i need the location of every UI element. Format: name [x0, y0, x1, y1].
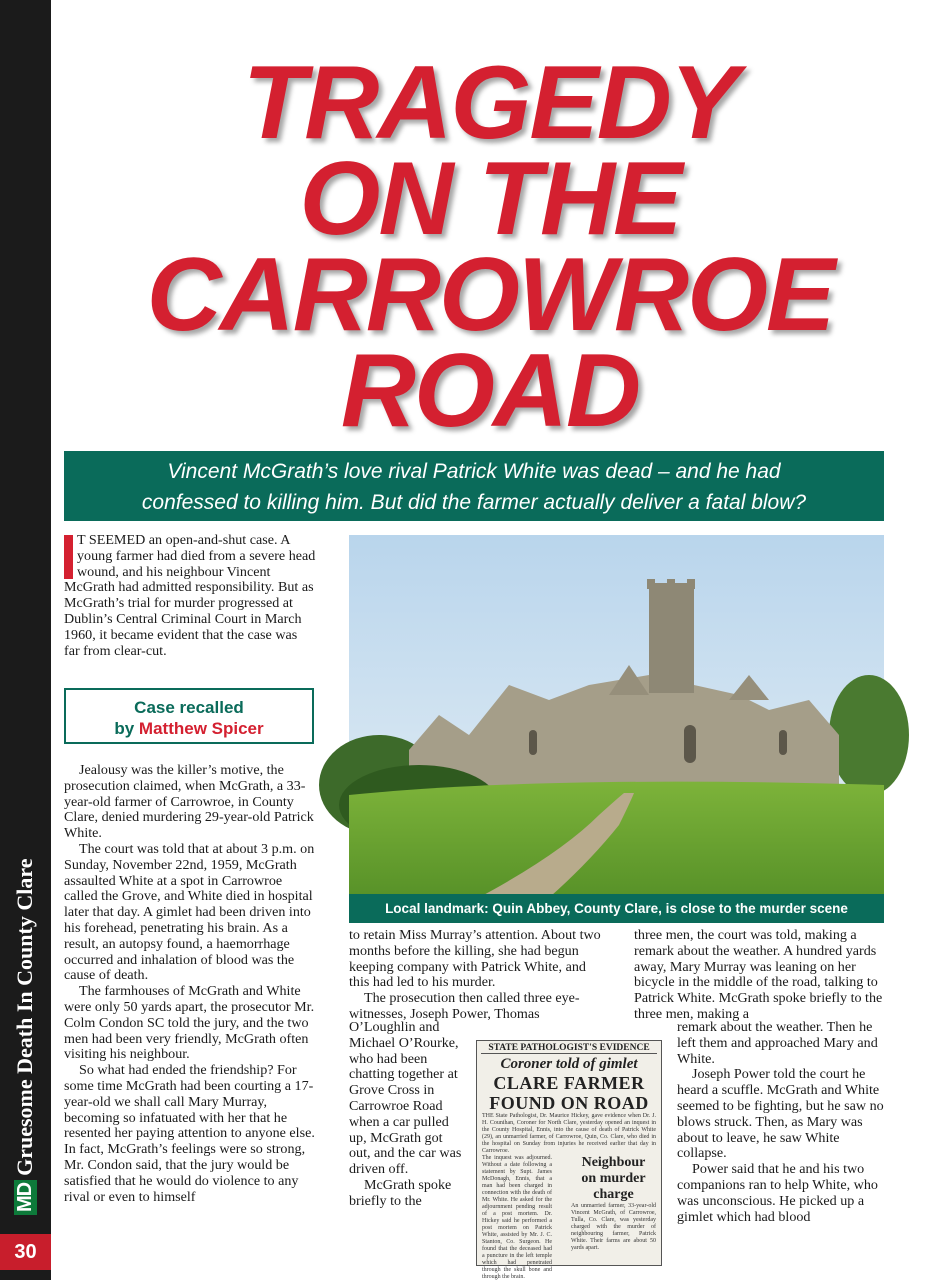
paragraph: The farmhouses of McGrath and White were only 50 yards apart, the prosecutor Mr. Colm Condon SC told the jury, and the two men had been very friendly, McGrath often visiting his neighbour. — [64, 983, 315, 1063]
paragraph: O’Loughlin and Michael O’Rourke, who had been chatting together at Grove Cross in Carrowroe Road when a car pulled up, McGrath got out, and the car was driven off. — [349, 1019, 462, 1178]
clipping-box-body: An unmarried farmer, 33-year-old Vincent McGrath, of Carrowroe, Tulla, Co. Clare, was yesterday charged with the murder of neighbouring farmer, Patrick White. Their farms are about 50 yards apart. — [571, 1203, 656, 1251]
paragraph: So what had ended the friendship? For some time McGrath had been courting a 17-year-old we shall call Mary Murray, becoming so infatuated with her that he resented her paying attention to anyone else. In fact, McGrath’s feelings were so strong, Mr. Condon said, that the jury would be satisfied that he would do violence to any rival or even to himself — [64, 1062, 315, 1205]
column-3-narrow — [677, 1020, 884, 1225]
clipping-box — [566, 1155, 661, 1252]
side-bar — [0, 0, 51, 1280]
page-number: 30 — [0, 1234, 51, 1270]
headline-line: ON THE — [299, 141, 681, 257]
column-2-top — [349, 928, 604, 1023]
column-1 — [64, 763, 316, 1205]
column-2-narrow — [349, 1020, 467, 1210]
standfirst-line: confessed to killing him. But did the farmer actually deliver a fatal blow? — [141, 491, 807, 514]
headline — [60, 45, 920, 449]
standfirst — [64, 451, 884, 521]
byline-title: Case recalled — [134, 698, 244, 717]
clipping-box-title: Neighbour — [581, 1155, 646, 1170]
clipping-header: STATE PATHOLOGIST'S EVIDENCE — [481, 1043, 657, 1054]
column-3-top — [634, 928, 884, 1023]
paragraph: to retain Miss Murray’s attention. About two months before the killing, she had begun keeping company with Patrick White, and this had led to his murder. — [349, 927, 601, 991]
drop-cap — [64, 535, 73, 579]
paragraph: The prosecution then called three eye-witnesses, Joseph Power, Thomas — [349, 990, 580, 1022]
md-logo: MD — [14, 1180, 37, 1215]
paragraph: McGrath spoke briefly to the — [349, 1176, 452, 1209]
byline-author: Matthew Spicer — [138, 719, 264, 738]
headline-line: CARROWROE — [146, 237, 834, 353]
standfirst-line: Vincent McGrath’s love rival Patrick White was dead – and he had — [167, 460, 781, 483]
clipping-box-title: charge — [593, 1187, 634, 1202]
abbey-photo — [349, 535, 884, 923]
paragraph: three men, the court was told, making a remark about the weather. A hundred yards away, Mary Murray was leaning on her bicycle in the middle of the road, talking to Patrick White. McGrath spoke briefly to the three men, making a — [634, 927, 883, 1022]
clipping-body-2: The inquest was adjourned. Without a date following a statement by Supt. James McDonagh, Ennis, that a man had been charged in connection with the death of Mr. White. He asked for the adjournment pending result of a post mortem. Dr. Hickey said he performed a post mortem on Patrick White, assisted by Mr. J. C. Stanton, Co. Surgeon. He found that the deceased had a puncture in the left temple which had penetrated through the skull bone and through the brain. — [482, 1155, 552, 1280]
paragraph: remark about the weather. Then he left them and approached Mary and White. — [677, 1019, 878, 1067]
section-title — [8, 775, 42, 1215]
headline-line: ROAD — [340, 333, 640, 449]
photo-caption: Local landmark: Quin Abbey, County Clare, is close to the murder scene — [349, 894, 884, 923]
abbey-illustration — [349, 535, 884, 923]
clipping-subhead: FOUND ON ROAD — [489, 1093, 649, 1113]
newspaper-clipping — [476, 1040, 662, 1280]
paragraph: The court was told that at about 3 p.m. on Sunday, November 22nd, 1959, McGrath assaulted White at a spot in Carrowroe called the Grove, and White died in hospital later that day. A gimlet had been driven into his forehead, penetrating his brain. As a result, an autopsy found, a haemorrhage occurred and inhalation of blood was the cause of death. — [64, 840, 315, 984]
intro-paragraph — [64, 533, 316, 659]
clipping-box-title: on murder — [581, 1171, 646, 1186]
clipping-headline: Coroner told of gimlet — [500, 1056, 638, 1072]
clipping-subhead: CLARE FARMER — [493, 1073, 645, 1093]
paragraph: Jealousy was the killer’s motive, the prosecution claimed, when McGrath, a 33-year-old farmer of Carrowroe, in County Clare, denied murdering 29-year-old Patrick White. — [64, 762, 314, 842]
section-label: Gruesome Death In County Clare — [12, 858, 37, 1176]
byline-by: by — [114, 719, 139, 738]
headline-line: TRAGEDY — [242, 45, 738, 161]
intro-text: T SEEMED an open-and-shut case. A young farmer had died from a severe head wound, and his neighbour Vincent McGrath had admitted responsibility. But as McGrath’s trial for murder progressed at Dublin’s Central Criminal Court in March 1960, it became evident that the case was far from clear-cut. — [64, 532, 316, 659]
paragraph: Power said that he and his two companions ran to help White, who was unconscious. He picked up a gimlet which had blood — [677, 1161, 878, 1225]
byline-box — [64, 688, 314, 744]
paragraph: Joseph Power told the court he heard a scuffle. McGrath and White seemed to be fighting, but he saw no blows struck. Then, as Mary was about to leave, he saw White collapse. — [677, 1066, 884, 1162]
clipping-body: THE State Pathologist, Dr. Maurice Hickey, gave evidence when Dr. J. H. Counihan, Coroner for North Clare, yesterday opened an inquest in the County Hospital, Ennis, into the cause of death of Patrick White (29), an unmarried farmer, of Carrowroe, Quin, Co. Clare, who died in the hospital on Sunday from injuries he received earlier that day in Carrowroe. — [482, 1113, 656, 1154]
